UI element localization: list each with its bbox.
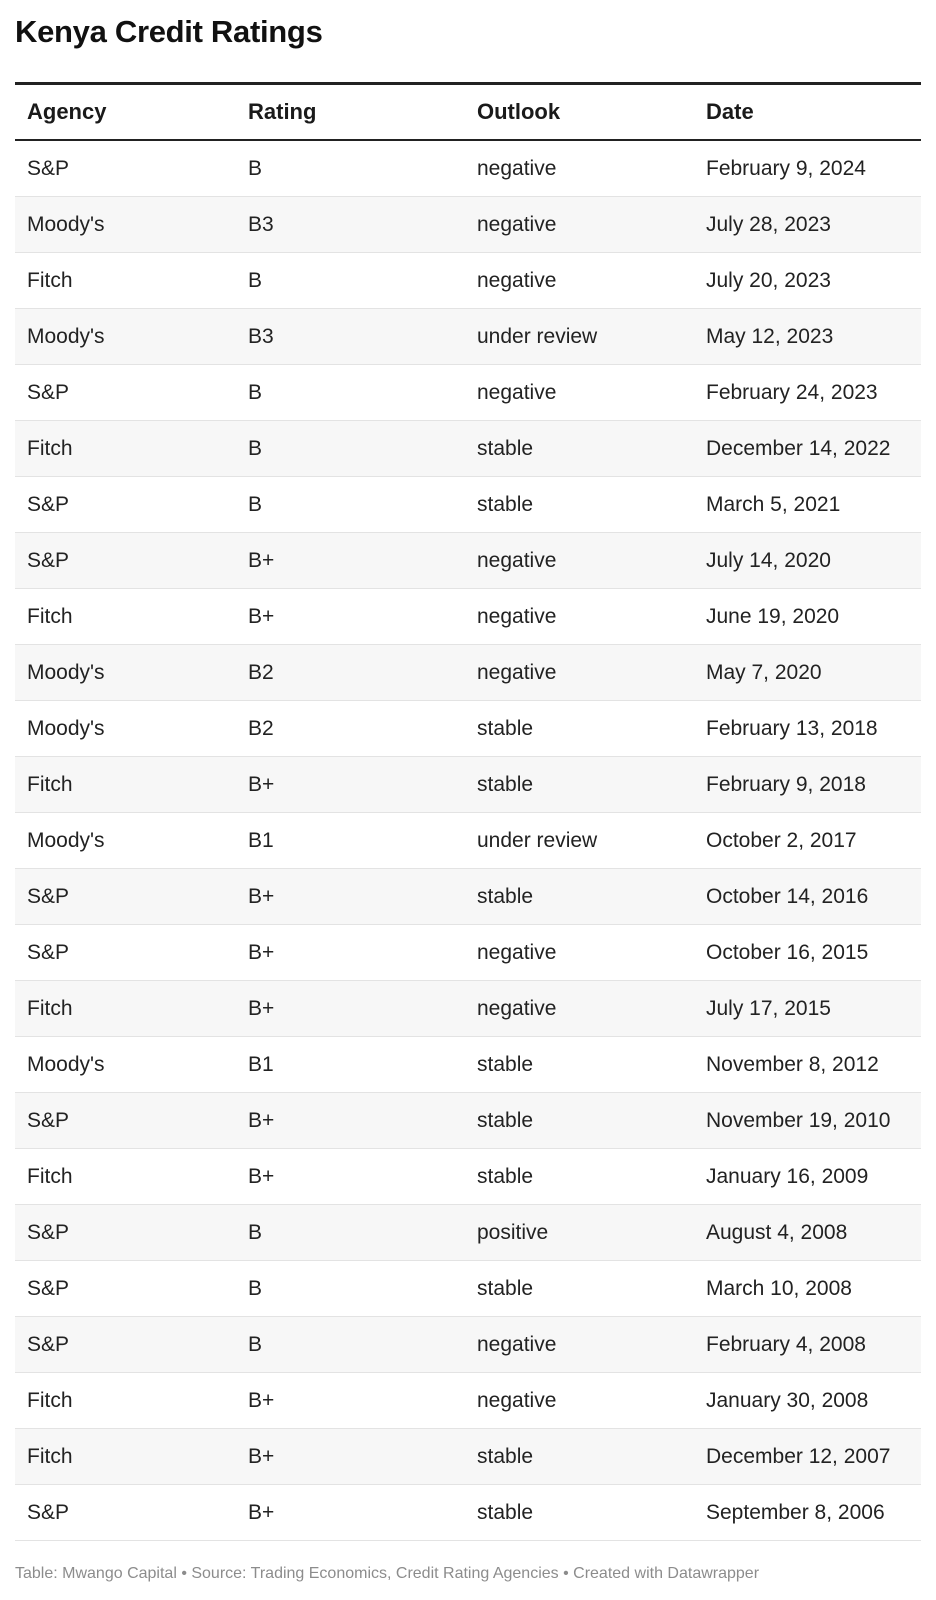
outlook-cell: stable — [465, 421, 694, 477]
outlook-cell: negative — [465, 253, 694, 309]
rating-cell: B — [236, 1261, 465, 1317]
table-row — [15, 1429, 921, 1485]
table-row — [15, 869, 921, 925]
agency-cell: Moody's — [15, 309, 236, 365]
outlook-cell: negative — [465, 197, 694, 253]
table-row — [15, 477, 921, 533]
agency-cell: S&P — [15, 533, 236, 589]
date-cell: February 13, 2018 — [694, 701, 921, 757]
table-row — [15, 365, 921, 421]
agency-cell: Fitch — [15, 1149, 236, 1205]
agency-cell: S&P — [15, 869, 236, 925]
date-cell: July 28, 2023 — [694, 197, 921, 253]
rating-cell: B2 — [236, 701, 465, 757]
rating-cell: B — [236, 253, 465, 309]
table-row — [15, 421, 921, 477]
outlook-cell: stable — [465, 1429, 694, 1485]
outlook-cell: stable — [465, 869, 694, 925]
rating-cell: B2 — [236, 645, 465, 701]
date-cell: November 19, 2010 — [694, 1093, 921, 1149]
column-header-rating[interactable]: Rating — [236, 84, 465, 141]
table-row — [15, 1485, 921, 1541]
agency-cell: S&P — [15, 365, 236, 421]
rating-cell: B+ — [236, 1429, 465, 1485]
column-header-date[interactable]: Date — [694, 84, 921, 141]
rating-cell: B+ — [236, 1373, 465, 1429]
date-cell: November 8, 2012 — [694, 1037, 921, 1093]
outlook-cell: stable — [465, 1261, 694, 1317]
outlook-cell: stable — [465, 1485, 694, 1541]
outlook-cell: stable — [465, 1149, 694, 1205]
rating-cell: B+ — [236, 533, 465, 589]
rating-cell: B1 — [236, 1037, 465, 1093]
date-cell: October 14, 2016 — [694, 869, 921, 925]
agency-cell: Fitch — [15, 981, 236, 1037]
date-cell: July 17, 2015 — [694, 981, 921, 1037]
outlook-cell: under review — [465, 813, 694, 869]
date-cell: January 16, 2009 — [694, 1149, 921, 1205]
table-row — [15, 1261, 921, 1317]
table-row — [15, 309, 921, 365]
rating-cell: B — [236, 477, 465, 533]
agency-cell: S&P — [15, 1093, 236, 1149]
rating-cell: B3 — [236, 309, 465, 365]
table-row — [15, 925, 921, 981]
table-row — [15, 757, 921, 813]
date-cell: January 30, 2008 — [694, 1373, 921, 1429]
outlook-cell: stable — [465, 757, 694, 813]
table-row — [15, 140, 921, 197]
date-cell: May 7, 2020 — [694, 645, 921, 701]
outlook-cell: negative — [465, 533, 694, 589]
agency-cell: Moody's — [15, 1037, 236, 1093]
agency-cell: Fitch — [15, 1373, 236, 1429]
outlook-cell: negative — [465, 925, 694, 981]
date-cell: July 20, 2023 — [694, 253, 921, 309]
agency-cell: S&P — [15, 1485, 236, 1541]
outlook-cell: negative — [465, 1373, 694, 1429]
rating-cell: B+ — [236, 925, 465, 981]
rating-cell: B+ — [236, 981, 465, 1037]
rating-cell: B+ — [236, 869, 465, 925]
table-row — [15, 981, 921, 1037]
date-cell: December 14, 2022 — [694, 421, 921, 477]
date-cell: February 24, 2023 — [694, 365, 921, 421]
rating-cell: B1 — [236, 813, 465, 869]
agency-cell: Moody's — [15, 701, 236, 757]
rating-cell: B+ — [236, 757, 465, 813]
date-cell: August 4, 2008 — [694, 1205, 921, 1261]
table-row — [15, 1373, 921, 1429]
outlook-cell: negative — [465, 645, 694, 701]
outlook-cell: positive — [465, 1205, 694, 1261]
table-row — [15, 1205, 921, 1261]
agency-cell: S&P — [15, 925, 236, 981]
outlook-cell: negative — [465, 140, 694, 197]
agency-cell: S&P — [15, 1261, 236, 1317]
header-row — [15, 84, 921, 141]
outlook-cell: negative — [465, 589, 694, 645]
date-cell: October 2, 2017 — [694, 813, 921, 869]
table-row — [15, 1149, 921, 1205]
ratings-table — [15, 82, 921, 1541]
date-cell: December 12, 2007 — [694, 1429, 921, 1485]
date-cell: February 9, 2024 — [694, 140, 921, 197]
date-cell: June 19, 2020 — [694, 589, 921, 645]
rating-cell: B — [236, 365, 465, 421]
outlook-cell: negative — [465, 981, 694, 1037]
agency-cell: S&P — [15, 1205, 236, 1261]
outlook-cell: stable — [465, 1037, 694, 1093]
date-cell: July 14, 2020 — [694, 533, 921, 589]
table-row — [15, 1093, 921, 1149]
outlook-cell: negative — [465, 1317, 694, 1373]
column-header-agency[interactable]: Agency — [15, 84, 236, 141]
table-row — [15, 701, 921, 757]
agency-cell: Fitch — [15, 757, 236, 813]
table-row — [15, 1037, 921, 1093]
date-cell: March 10, 2008 — [694, 1261, 921, 1317]
outlook-cell: negative — [465, 365, 694, 421]
rating-cell: B — [236, 140, 465, 197]
table-body — [15, 140, 921, 1541]
agency-cell: Fitch — [15, 589, 236, 645]
rating-cell: B+ — [236, 589, 465, 645]
rating-cell: B — [236, 1317, 465, 1373]
date-cell: February 9, 2018 — [694, 757, 921, 813]
outlook-cell: stable — [465, 477, 694, 533]
table-row — [15, 813, 921, 869]
agency-cell: S&P — [15, 1317, 236, 1373]
table-row — [15, 645, 921, 701]
agency-cell: Fitch — [15, 253, 236, 309]
date-cell: September 8, 2006 — [694, 1485, 921, 1541]
outlook-cell: stable — [465, 701, 694, 757]
table-row — [15, 253, 921, 309]
date-cell: October 16, 2015 — [694, 925, 921, 981]
agency-cell: S&P — [15, 477, 236, 533]
rating-cell: B — [236, 1205, 465, 1261]
column-header-outlook[interactable]: Outlook — [465, 84, 694, 141]
rating-cell: B3 — [236, 197, 465, 253]
agency-cell: Moody's — [15, 813, 236, 869]
rating-cell: B+ — [236, 1149, 465, 1205]
agency-cell: Fitch — [15, 421, 236, 477]
date-cell: May 12, 2023 — [694, 309, 921, 365]
outlook-cell: under review — [465, 309, 694, 365]
table-title: Kenya Credit Ratings — [15, 14, 323, 49]
rating-cell: B — [236, 421, 465, 477]
agency-cell: Moody's — [15, 645, 236, 701]
footer-credit: Table: Mwango Capital • Source: Trading Economics, Credit Rating Agencies • Created with Datawrapper — [15, 1565, 760, 1582]
agency-cell: S&P — [15, 140, 236, 197]
rating-cell: B+ — [236, 1485, 465, 1541]
date-cell: February 4, 2008 — [694, 1317, 921, 1373]
table-row — [15, 1317, 921, 1373]
agency-cell: Moody's — [15, 197, 236, 253]
table-row — [15, 533, 921, 589]
date-cell: March 5, 2021 — [694, 477, 921, 533]
rating-cell: B+ — [236, 1093, 465, 1149]
outlook-cell: stable — [465, 1093, 694, 1149]
agency-cell: Fitch — [15, 1429, 236, 1485]
table-row — [15, 197, 921, 253]
table-row — [15, 589, 921, 645]
